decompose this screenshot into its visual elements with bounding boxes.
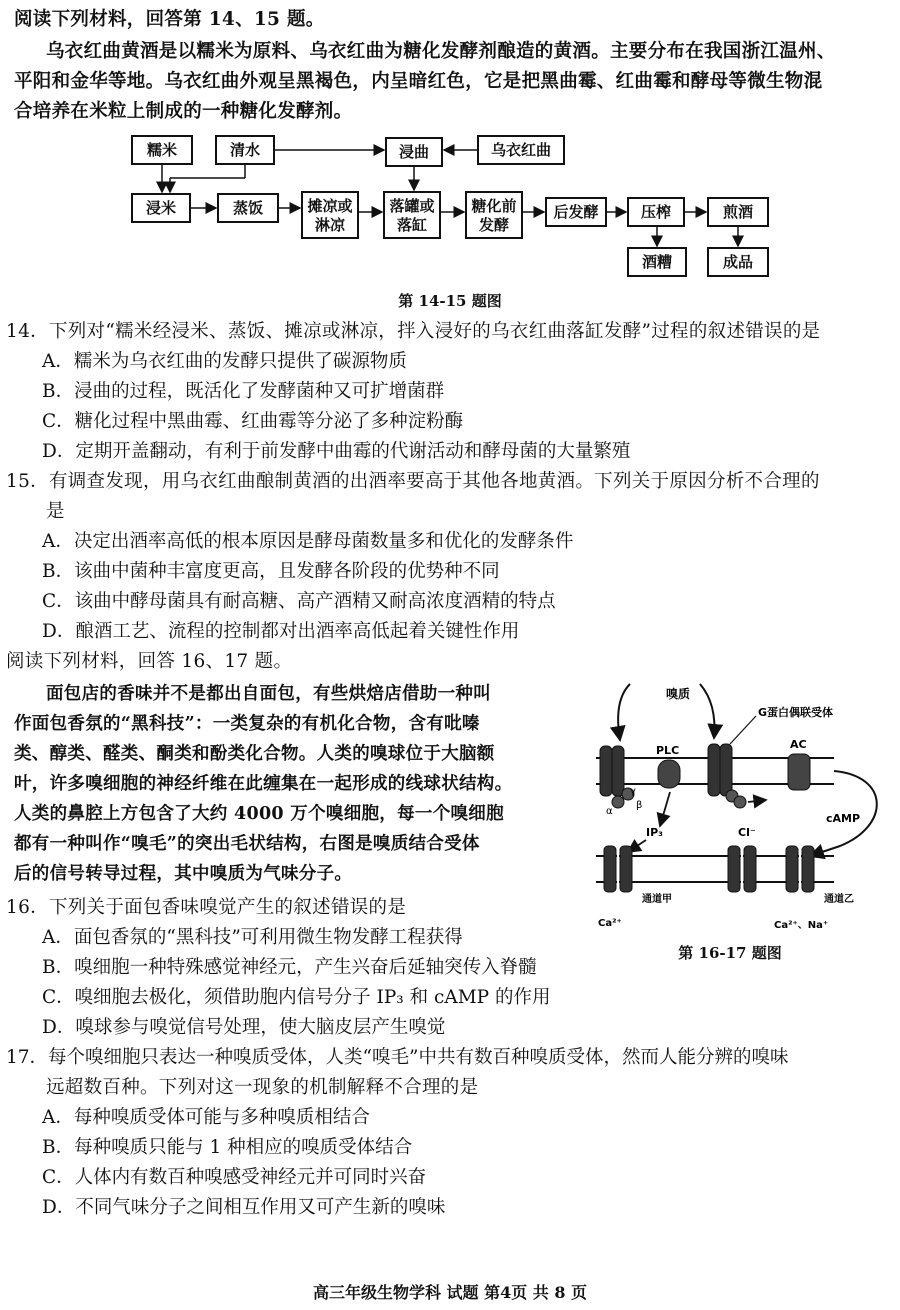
q17-option-a[interactable]: A．每种嗅质受体可能与多种嗅质相结合 — [42, 1107, 370, 1128]
figure-caption-16-17: 第 16-17 题图 — [678, 944, 782, 962]
q15-option-a[interactable]: A．决定出酒率高低的根本原因是酵母菌数量多和优化的发酵条件 — [42, 531, 574, 552]
plc-to-ip3-arrow — [660, 792, 670, 826]
passage2-line-3: 类、醇类、醛类、酮类和酚类化合物。人类的嗅球位于大脑额 — [14, 744, 495, 764]
q16-option-a[interactable]: A．面包香氛的“黑科技”可利用微生物发酵工程获得 — [42, 927, 463, 948]
q14-option-d[interactable]: D．定期开盖翻动，有利于前发酵中曲霉的代谢活动和酵母菌的大量繁殖 — [42, 441, 631, 462]
q15-option-d[interactable]: D．酿酒工艺、流程的控制都对出酒率高低起着关键性作用 — [42, 621, 520, 642]
label-ac: AC — [790, 738, 807, 751]
q17-stem-line-1: 17．每个嗅细胞只表达一种嗅质受体，人类“嗅毛”中共有数百种嗅质受体，然而人能分辨的嗅味 — [6, 1047, 789, 1068]
q15-option-b[interactable]: B．该曲中菌种丰富度更高，且发酵各阶段的优势种不同 — [42, 561, 500, 582]
receptor-left — [600, 746, 634, 808]
svg-text:摊凉或: 摊凉或 — [307, 197, 353, 215]
svg-text:糖化前: 糖化前 — [471, 197, 517, 215]
q14-option-c[interactable]: C．糖化过程中黑曲霉、红曲霉等分泌了多种淀粉酶 — [42, 411, 464, 432]
odorant-arrow-right — [700, 684, 714, 738]
passage2-line-6: 都有一种叫作“嗅毛”的突出毛状结构，右图是嗅质结合受体 — [14, 834, 480, 854]
svg-text:成品: 成品 — [722, 253, 754, 271]
node-jianjiu — [708, 198, 768, 226]
g-to-ac-arrow — [748, 800, 766, 802]
q17-option-d[interactable]: D．不同气味分子之间相互作用又可产生新的嗅味 — [42, 1197, 446, 1218]
passage1-line-3: 合培养在米粒上制成的一种糖化发酵剂。 — [14, 101, 353, 122]
q17-option-c[interactable]: C．人体内有数百种嗅感受神经元并可同时兴奋 — [42, 1167, 427, 1188]
svg-text:落罐或: 落罐或 — [389, 197, 435, 215]
q14-option-b[interactable]: B．浸曲的过程，既活化了发酵菌种又可扩增菌群 — [42, 381, 445, 402]
node-chengpin — [708, 248, 768, 276]
svg-text:发酵: 发酵 — [478, 216, 510, 234]
q15-option-c[interactable]: C．该曲中酵母菌具有耐高糖、高产酒精又耐高浓度酒精的特点 — [42, 591, 556, 612]
q16-option-b[interactable]: B．嗅细胞一种特殊感觉神经元，产生兴奋后延轴突传入脊髓 — [42, 957, 537, 978]
node-tanliang — [302, 192, 358, 238]
brewing-flowchart — [0, 128, 900, 288]
q14-option-a[interactable]: A．糯米为乌衣红曲的发酵只提供了碳源物质 — [42, 351, 407, 372]
label-ca-na: Ca²⁺、Na⁺ — [774, 920, 829, 931]
q17-stem-line-2: 远超数百种。下列对这一现象的机制解释不合理的是 — [46, 1077, 479, 1098]
passage2-line-2: 作面包香氛的“黑科技”：一类复杂的有机化合物，含有吡嗪 — [14, 714, 480, 734]
node-qingshui — [216, 136, 274, 164]
label-ca: Ca²⁺ — [598, 918, 622, 929]
label-gamma: γ — [630, 786, 636, 797]
svg-text:淋凉: 淋凉 — [314, 216, 346, 234]
q15-stem-line-1: 15．有调查发现，用乌衣红曲酿制黄酒的出酒率要高于其他各地黄酒。下列关于原因分析不合理的 — [6, 471, 820, 492]
node-jinqu — [386, 138, 442, 166]
label-alpha: α — [606, 806, 613, 817]
section-intro-16-17: 阅读下列材料，回答 16、17 题。 — [6, 651, 293, 672]
node-wuyi — [478, 136, 564, 164]
label-cl: Cl⁻ — [738, 826, 756, 839]
olfactory-signal-diagram — [590, 676, 890, 936]
q15-stem-line-2: 是 — [46, 501, 65, 522]
label-odorant: 嗅质 — [666, 687, 691, 701]
svg-text:乌衣红曲: 乌衣红曲 — [490, 141, 552, 159]
gpcr-pointer — [730, 716, 756, 744]
page-footer: 高三年级生物学科 试题 第4页 共 8 页 — [312, 1283, 588, 1302]
node-jinmi — [132, 194, 190, 222]
svg-text:蒸饭: 蒸饭 — [232, 199, 264, 217]
q16-option-c[interactable]: C．嗅细胞去极化，须借助胞内信号分子 IP₃ 和 cAMP 的作用 — [42, 987, 551, 1008]
q14-stem: 14．下列对“糯米经浸米、蒸饭、摊凉或淋凉，拌入浸好的乌衣红曲落缸发酵”过程的叙述错误的是 — [6, 321, 821, 342]
svg-text:压榨: 压榨 — [640, 203, 672, 221]
label-channel-a: 通道甲 — [642, 894, 672, 905]
node-tanghua — [466, 192, 522, 238]
passage1-line-1: 乌衣红曲黄酒是以糯米为原料、乌衣红曲为糖化发酵剂酿造的黄酒。主要分布在我国浙江温州、 — [46, 41, 836, 62]
node-luoguan — [384, 192, 440, 238]
passage2-line-5: 人类的鼻腔上方包含了大约 4000 万个嗅细胞，每一个嗅细胞 — [14, 804, 504, 824]
passage2-line-1: 面包店的香味并不是都出自面包，有些烘焙店借助一种叫 — [46, 684, 491, 704]
section-intro-14-15: 阅读下列材料，回答第 14、15 题。 — [14, 9, 325, 30]
label-ip3: IP₃ — [646, 826, 663, 839]
figure-caption-14-15: 第 14-15 题图 — [398, 292, 502, 310]
label-beta: β — [636, 800, 643, 811]
q17-option-b[interactable]: B．每种嗅质只能与 1 种相应的嗅质受体结合 — [42, 1137, 413, 1158]
svg-text:煎酒: 煎酒 — [722, 203, 754, 221]
label-channel-b: 通道乙 — [824, 894, 854, 905]
svg-text:糯米: 糯米 — [146, 141, 178, 159]
svg-text:落缸: 落缸 — [396, 216, 428, 234]
svg-text:酒糟: 酒糟 — [641, 253, 673, 271]
node-zhengfan — [218, 194, 278, 222]
receptor-right — [708, 744, 746, 808]
passage1-line-2: 平阳和金华等地。乌衣红曲外观呈黑褐色，内呈暗红色，它是把黑曲霉、红曲霉和酵母等微生物混 — [14, 71, 823, 92]
q16-stem: 16．下列关于面包香味嗅觉产生的叙述错误的是 — [6, 897, 407, 918]
node-houfa — [546, 198, 606, 226]
odorant-arrow-left — [618, 684, 630, 740]
node-yazha — [628, 198, 684, 226]
label-gpcr: G蛋白偶联受体 — [758, 706, 834, 719]
plc-enzyme — [658, 760, 680, 788]
svg-text:清水: 清水 — [229, 141, 261, 159]
passage2-line-7: 后的信号转导过程，其中嗅质为气味分子。 — [14, 864, 353, 884]
ac-enzyme — [788, 754, 810, 790]
label-plc: PLC — [656, 744, 680, 757]
label-camp: cAMP — [826, 812, 861, 825]
svg-text:浸米: 浸米 — [145, 199, 177, 217]
q16-option-d[interactable]: D．嗅球参与嗅觉信号处理，使大脑皮层产生嗅觉 — [42, 1017, 446, 1038]
svg-text:后发酵: 后发酵 — [553, 203, 599, 221]
svg-text:浸曲: 浸曲 — [398, 143, 430, 161]
node-nuomi — [132, 136, 192, 164]
node-jiuzao — [628, 248, 686, 276]
passage2-line-4: 叶，许多嗅细胞的神经纤维在此缠集在一起形成的线球状结构。 — [14, 774, 513, 794]
